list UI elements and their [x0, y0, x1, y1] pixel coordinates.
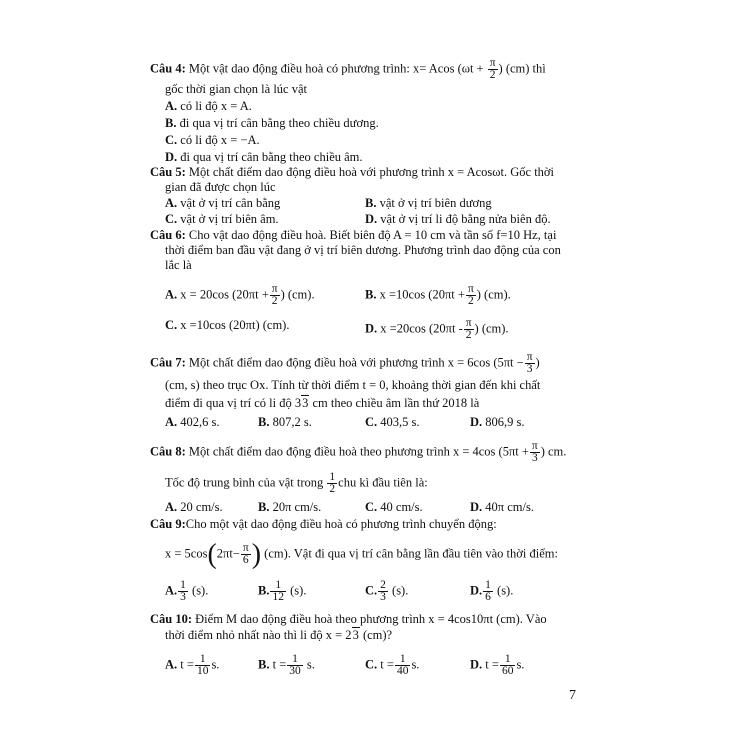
q4-stem: [150, 58, 546, 81]
q4-stem-b: ) (cm) thì: [498, 61, 546, 76]
q5-option-d: D. vật ở vị trí li độ bằng nửa biên độ.: [365, 212, 551, 226]
q7-option-b: B. 807,2 s.: [258, 415, 312, 429]
q10-stem: Câu 10: Điểm M dao động điều hoà theo phương trình x = 4cos10πt (cm). Vào: [150, 612, 547, 626]
q5-line2: gian đã được chọn lúc: [165, 180, 276, 194]
q9-option-a: A. $\frac{1}{3}$ (s).: [165, 579, 209, 603]
q7-option-d: D. 806,9 s.: [470, 415, 525, 429]
q10-option-a: A. t = $\frac{1}{10}$ s.: [165, 653, 220, 677]
q8-line2: Tốc độ trung bình của vật trong $\frac{1}{2}$ chu kì đầu tiên là:: [165, 471, 428, 495]
q6-stem: Câu 6: Cho vật dao động điều hoà. Biết biên độ A = 10 cm và tần số f=10 Hz, tại: [150, 228, 557, 242]
q6-line3: lắc là: [165, 258, 192, 272]
q5-option-c: C. vật ở vị trí biên âm.: [165, 212, 279, 226]
q6-option-b: B. x =10cos (20πt + $\frac{\pi}{2}$ ) (cm).: [365, 283, 511, 307]
q8-option-b: B. 20π cm/s.: [258, 500, 322, 514]
q8-option-d: D. 40π cm/s.: [470, 500, 534, 514]
q4-line2: gốc thời gian chọn là lúc vật: [165, 82, 307, 96]
q4-option-d: D. đi qua vị trí cân bằng theo chiều âm.: [165, 150, 363, 164]
q4-label: Câu 4:: [150, 61, 186, 76]
q4-option-b: B. đi qua vị trí cân bằng theo chiều dương.: [165, 116, 379, 130]
q9-option-d: D. $\frac{1}{6}$ (s).: [470, 579, 514, 603]
q10-option-d: D. t = $\frac{1}{60}$ s.: [470, 653, 525, 677]
q7-line2: (cm, s) theo trục Ox. Tính từ thời điểm t = 0, khoảng thời gian đến khi chất: [165, 378, 541, 392]
q4-option-c: C. có li độ x = −A.: [165, 133, 260, 147]
page-number: 7: [569, 688, 576, 703]
q7-option-a: A. 402,6 s.: [165, 415, 220, 429]
q8-option-c: C. 40 cm/s.: [365, 500, 423, 514]
q8-stem: Câu 8: Một chất điểm dao động điều hoà theo phương trình x = 4cos (5πt + $\frac{\pi}{3}$ ) cm.: [150, 440, 567, 464]
q5-stem: Câu 5: Một chất điểm dao động điều hoà với phương trình x = Acosωt. Gốc thời: [150, 165, 555, 179]
q6-line2: thời điểm ban đầu vật đang ở vị trí biên dương. Phương trình dao động của con: [165, 243, 561, 257]
q6-option-c: C. x =10cos (20πt) (cm).: [165, 318, 290, 332]
q6-option-d: D. x =20cos (20πt - $\frac{\pi}{2}$ ) (cm).: [365, 317, 509, 341]
q9-option-c: C. $\frac{2}{3}$ (s).: [365, 579, 409, 603]
q8-option-a: A. 20 cm/s.: [165, 500, 223, 514]
q7-line3: điểm đi qua vị trí có li độ 33 cm theo chiều âm lần thứ 2018 là: [165, 396, 480, 410]
q9-stem: Câu 9:Cho một vật dao động điều hoà có phương trình chuyển động:: [150, 517, 497, 531]
q10-line2: thời điểm nhỏ nhất nào thì li độ x = 23 (cm)?: [165, 628, 393, 642]
q9-equation: x = 5cos(2πt− $\frac{\pi}{6}$ ) (cm). Vật đi qua vị trí cân bằng lần đầu tiên vào thời điểm:: [165, 539, 558, 570]
q4-stem-a: Một vật dao động điều hoà có phương trình: x= Acos (ωt +: [188, 61, 487, 76]
q10-option-c: C. t = $\frac{1}{40}$ s.: [365, 653, 420, 677]
q4-option-a: A. có li độ x = A.: [165, 99, 252, 113]
q5-option-a: A. vật ở vị trí cân bằng: [165, 196, 281, 210]
q5-option-b: B. vật ở vị trí biên dương: [365, 196, 492, 210]
q9-option-b: B. $\frac{1}{12}$ (s).: [258, 579, 307, 603]
q7-option-c: C. 403,5 s.: [365, 415, 420, 429]
q10-option-b: B. t = $\frac{1}{30}$ s.: [258, 653, 315, 677]
q7-stem: Câu 7: Một chất điểm dao động điều hoà với phương trình x = 6cos (5πt − $\frac{\pi}{3}$ ): [150, 351, 540, 375]
q6-option-a: A. x = 20cos (20πt + $\frac{\pi}{2}$ ) (cm).: [165, 283, 315, 307]
q4-fraction: $\frac{\pi}{2}$: [489, 57, 496, 81]
